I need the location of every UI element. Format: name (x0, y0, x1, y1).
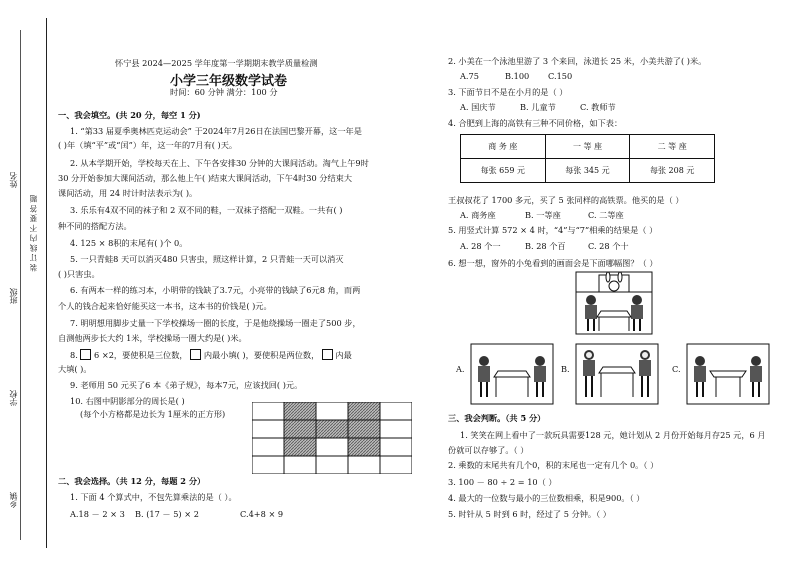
s1-line: 大填( )。 (58, 364, 92, 374)
blank-box[interactable] (190, 349, 201, 360)
s2-q4-option-b[interactable]: B. 一等座 (525, 210, 561, 220)
s1-line: 3. 乐乐有4双不同的袜子和 2 双不同的鞋，一双袜子搭配一双鞋。一共有( ) (70, 205, 343, 215)
table-header: 二 等 座 (630, 135, 715, 159)
option-b-figure[interactable] (575, 343, 659, 405)
table-cell: 每张 208 元 (630, 159, 715, 183)
s2-q4-option-a[interactable]: A. 商务座 (460, 210, 496, 220)
s1-line: 4. 125 × 8积的末尾有( )个 0。 (70, 238, 188, 248)
s1-line: 自测他两步长大约 1米，学校操场一圈大约是( )米。 (58, 333, 247, 343)
binding-line (46, 18, 47, 548)
q8-number: 8. (70, 350, 78, 360)
s2-q6-option-b[interactable]: B. (561, 364, 570, 374)
s2-q4b: 王叔叔花了 1700 多元，买了 5 张同样的高铁票。他买的是（ ） (448, 195, 684, 205)
section-2-title: 二、我会选择。（共 12 分，每题 2 分） (58, 476, 206, 486)
q8-text-c: 内最 (335, 350, 352, 360)
s2-q3-option-a[interactable]: A. 国庆节 (460, 102, 496, 112)
s2-q6: 6. 想一想，窗外的小兔看到的画面会是下面哪幅图？（ ） (448, 258, 658, 268)
blank-box[interactable] (322, 349, 333, 360)
blank-box[interactable] (80, 349, 91, 360)
class-label: 班级 (9, 288, 18, 304)
town-label: 乡镇 (9, 492, 18, 508)
s3-line: 份就可以存够了。（ ） (448, 445, 529, 455)
page-title: 小学三年级数学试卷 (170, 74, 288, 89)
option-c-figure[interactable] (686, 343, 770, 405)
table-cell: 每张 345 元 (545, 159, 630, 183)
h-shape-figure (252, 402, 412, 474)
s2-q3-option-c[interactable]: C. 教师节 (580, 102, 616, 112)
option-a-figure[interactable] (470, 343, 554, 405)
s2-q5-option-a[interactable]: A. 28 个一 (460, 241, 501, 251)
s2-q1-option-a[interactable]: A.18 － 2 × 3 (70, 509, 125, 519)
binding-instruction: 装 订 线 内 不 要 答 题 (29, 195, 38, 272)
s1-line: 2. 从本学期开始，学校每天在上、下午各安排30 分钟的大课间活动。淘气上午9时 (70, 158, 369, 168)
s1-line: 种不同的搭配方法。 (58, 221, 132, 231)
s2-q2-option-b[interactable]: B.100 (505, 71, 530, 81)
s1-line: 9. 老师用 50 元买了6 本《弟子规》，每本7元，应该找回( )元。 (70, 380, 303, 390)
s2-q5: 5. 用竖式计算 572 × 4 时，“4”与“7”相乘的结果是（ ） (448, 225, 658, 235)
s2-q3: 3. 下面节日不是在小月的是（ ） (448, 87, 568, 97)
table-header: 商 务 座 (461, 135, 546, 159)
table-header: 一 等 座 (545, 135, 630, 159)
s2-q4-option-c[interactable]: C. 二等座 (588, 210, 624, 220)
s2-q3-option-b[interactable]: B. 儿童节 (520, 102, 556, 112)
s1-line: 6. 有两本一样的练习本，小明带的钱缺了3.7元，小亮带的钱缺了6元8 角，而两 (70, 285, 361, 295)
s3-line: 5. 时针从 5 时到 6 时，经过了 5 分钟。（ ） (448, 509, 611, 519)
s2-q5-option-b[interactable]: B. 28 个百 (525, 241, 566, 251)
s2-q1-option-c[interactable]: C.4+8 × 9 (240, 509, 284, 519)
q8-text-b: 内最小填( )，要使积是两位数， (203, 350, 320, 360)
s1-line: 个人的钱合起来恰好能买这一本书，这本书的价钱是( )元。 (58, 301, 272, 311)
s1-line: ( )年（填“平”或“闰”）年，这一年的7月有( )天。 (58, 140, 238, 150)
s1-line: (每个小方格都是边长为 1厘米的正方形) (80, 409, 226, 419)
s2-q1: 1. 下面 4 个算式中，不包先算乘法的是（ ）。 (70, 492, 237, 502)
question-8 (70, 349, 352, 361)
table-cell: 每张 659 元 (461, 159, 546, 183)
s2-q6-option-a[interactable]: A. (456, 364, 465, 374)
s1-line: 课间活动，用 24 时计时法表示为( )。 (58, 188, 198, 198)
s2-q2-option-c[interactable]: C.150 (548, 71, 573, 81)
school-label: 学校 (9, 390, 18, 406)
s1-line: ( )只害虫。 (58, 269, 100, 279)
price-table (460, 134, 715, 183)
s3-line: 3. 100 － 80 ÷ 2 = 10（ ） (448, 477, 557, 487)
q8-text-a: 6 ×2，要使积是三位数， (94, 350, 188, 360)
s1-line: 5. 一只青蛙8 天可以消灭480 只害虫，照这样计算，2 只青蛙一天可以消灭 (70, 254, 344, 264)
exam-meta: 时间：60 分钟 满分：100 分 (170, 87, 278, 97)
s1-line: 1. “第33 届夏季奥林匹克运动会” 于2024年7月26日在法国巴黎开幕，这一年是 (70, 126, 362, 136)
s2-q5-option-c[interactable]: C. 28 个十 (588, 241, 629, 251)
s1-line: 10. 右图中阴影部分的周长是( ) (70, 396, 185, 406)
s2-q1-option-b[interactable]: B. (17 － 5) × 2 (135, 509, 199, 519)
s2-q2: 2. 小美在一个泳池里游了 3 个来回，泳道长 25 米，小美共游了( )米。 (448, 56, 707, 66)
s3-line: 1. 笑笑在网上看中了一款玩具需要128 元，她计划从 2 月份开始每月存25 元，6 月 (460, 430, 766, 440)
exam-header: 怀宁县 2024—2025 学年度第一学期期末教学质量检测 (115, 58, 318, 68)
s3-line: 2. 乘数的末尾共有几个0，积的末尾也一定有几个 0。（ ） (448, 460, 659, 470)
s2-q2-option-a[interactable]: A.75 (460, 71, 479, 81)
s1-line: 7. 明明想用脚步丈量一下学校操场一圈的长度，于是他绕操场一圈走了500 步， (70, 318, 361, 328)
binding-dash (20, 30, 21, 540)
s2-q6-option-c[interactable]: C. (672, 364, 681, 374)
s2-q4: 4. 合肥到上海的高铁有三种不同价格，如下表： (448, 118, 623, 128)
s1-line: 30 分开始参加大课间活动，那么他上午( )结束大课间活动，下午4时30 分结束大 (58, 173, 353, 183)
section-1-title: 一、我会填空。(共 20 分，每空 1 分) (58, 110, 201, 120)
section-3-title: 三、我会判断。（共 5 分） (448, 413, 546, 423)
name-label: 姓名 (9, 172, 18, 188)
window-scene-figure (575, 271, 653, 335)
s3-line: 4. 最大的一位数与最小的三位数相乘，积是900。（ ） (448, 493, 645, 503)
